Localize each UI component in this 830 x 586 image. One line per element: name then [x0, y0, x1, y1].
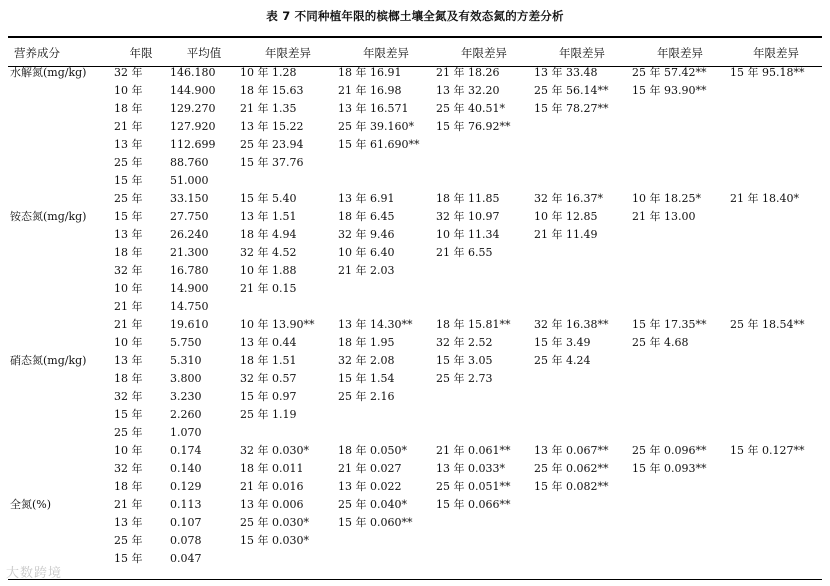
cell-diff: 10 年 12.85: [534, 210, 598, 223]
anova-table: [8, 42, 822, 568]
cell-diff: [630, 478, 728, 496]
cell-diff: 25 年 23.94: [240, 138, 304, 151]
watermark: 大数跨境: [6, 566, 63, 581]
cell-diff: [728, 226, 822, 244]
cell-years: 13 年: [114, 516, 143, 529]
cell-diff: 13 年 1.51: [240, 210, 297, 223]
cell-years: 21 年: [114, 300, 143, 313]
cell-diff: [630, 226, 728, 244]
cell-nutrient: [8, 100, 112, 118]
cell-years: 25 年: [114, 426, 143, 439]
cell-diff: 25 年 57.42**: [632, 66, 707, 79]
table-row: [8, 316, 822, 334]
table-row: [8, 118, 822, 136]
cell-diff: [238, 172, 336, 190]
cell-diff: 18 年 16.91: [338, 66, 402, 79]
table-row: [8, 280, 822, 298]
cell-diff: 15 年 0.97: [240, 390, 297, 403]
table-row: [8, 100, 822, 118]
cell-diff: [630, 496, 728, 514]
cell-diff: [728, 424, 822, 442]
cell-mean: 0.078: [170, 534, 202, 547]
cell-nutrient: [8, 118, 112, 136]
cell-diff: 25 年 0.051**: [436, 480, 511, 493]
cell-years: 13 年: [114, 354, 143, 367]
cell-diff: [238, 550, 336, 568]
cell-diff: 25 年 39.160*: [338, 120, 414, 133]
cell-diff: [434, 424, 532, 442]
cell-years: 15 年: [114, 408, 143, 421]
cell-diff: [728, 136, 822, 154]
cell-diff: [532, 406, 630, 424]
cell-diff: [238, 424, 336, 442]
cell-diff: 15 年 3.05: [436, 354, 493, 367]
table-row: [8, 82, 822, 100]
cell-nutrient: 水解氮(mg/kg): [10, 66, 87, 79]
table-row: [8, 460, 822, 478]
cell-diff: 18 年 0.011: [240, 462, 304, 475]
cell-diff: 15 年 3.49: [534, 336, 591, 349]
cell-nutrient: [8, 532, 112, 550]
table-row: [8, 208, 822, 226]
cell-diff: 21 年 0.061**: [436, 444, 511, 457]
cell-diff: [630, 244, 728, 262]
cell-diff: 15 年 78.27**: [534, 102, 609, 115]
cell-diff: [532, 154, 630, 172]
cell-mean: 26.240: [170, 228, 209, 241]
cell-diff: [630, 298, 728, 316]
cell-mean: 0.174: [170, 444, 202, 457]
cell-nutrient: [8, 136, 112, 154]
cell-nutrient: [8, 316, 112, 334]
header-years: 年限: [129, 46, 153, 60]
cell-diff: [532, 280, 630, 298]
cell-diff: [434, 298, 532, 316]
cell-diff: [630, 370, 728, 388]
cell-diff: 21 年 13.00: [632, 210, 696, 223]
cell-diff: [532, 262, 630, 280]
cell-years: 13 年: [114, 228, 143, 241]
cell-nutrient: [8, 514, 112, 532]
cell-diff: [728, 172, 822, 190]
cell-diff: 13 年 0.022: [338, 480, 402, 493]
cell-years: 10 年: [114, 444, 143, 457]
cell-diff: [532, 244, 630, 262]
table-row: [8, 406, 822, 424]
cell-diff: 21 年 16.98: [338, 84, 402, 97]
cell-years: 10 年: [114, 282, 143, 295]
cell-diff: 15 年 5.40: [240, 192, 297, 205]
cell-diff: 21 年 11.49: [534, 228, 598, 241]
cell-diff: [630, 280, 728, 298]
cell-diff: [728, 460, 822, 478]
cell-diff: [728, 496, 822, 514]
table-row: [8, 64, 822, 82]
cell-diff: [336, 532, 434, 550]
cell-diff: [728, 514, 822, 532]
cell-diff: 10 年 1.88: [240, 264, 297, 277]
cell-diff: 15 年 61.690**: [338, 138, 420, 151]
header-diff: 年限差异: [265, 46, 311, 60]
cell-diff: [728, 154, 822, 172]
table-caption: 表 7 不同种植年限的槟榔土壤全氮及有效态氮的方差分析: [266, 9, 564, 23]
cell-diff: 15 年 0.030*: [240, 534, 309, 547]
cell-mean: 14.900: [170, 282, 209, 295]
table-row: [8, 370, 822, 388]
header-diff: 年限差异: [363, 46, 409, 60]
cell-diff: [434, 550, 532, 568]
cell-diff: [532, 424, 630, 442]
cell-years: 10 年: [114, 84, 143, 97]
cell-years: 32 年: [114, 390, 143, 403]
table-row: [8, 334, 822, 352]
table-row: [8, 424, 822, 442]
cell-years: 32 年: [114, 264, 143, 277]
header-mean: 平均值: [186, 46, 222, 60]
cell-mean: 112.699: [170, 138, 216, 151]
cell-years: 18 年: [114, 102, 143, 115]
cell-diff: [434, 154, 532, 172]
cell-diff: 25 年 40.51*: [436, 102, 505, 115]
cell-diff: 25 年 0.030*: [240, 516, 309, 529]
cell-diff: 18 年 11.85: [436, 192, 500, 205]
cell-mean: 129.270: [170, 102, 216, 115]
cell-diff: [532, 532, 630, 550]
cell-diff: [336, 550, 434, 568]
cell-mean: 51.000: [170, 174, 209, 187]
cell-years: 10 年: [114, 336, 143, 349]
cell-diff: 13 年 15.22: [240, 120, 304, 133]
cell-mean: 0.113: [170, 498, 202, 511]
cell-nutrient: [8, 442, 112, 460]
cell-diff: 10 年 6.40: [338, 246, 395, 259]
cell-diff: 13 年 0.44: [240, 336, 297, 349]
cell-diff: [728, 478, 822, 496]
cell-diff: 18 年 1.51: [240, 354, 297, 367]
cell-diff: 21 年 2.03: [338, 264, 395, 277]
cell-diff: 10 年 18.25*: [632, 192, 701, 205]
cell-mean: 16.780: [170, 264, 209, 277]
cell-mean: 0.129: [170, 480, 202, 493]
cell-diff: [728, 208, 822, 226]
cell-nutrient: 铵态氮(mg/kg): [10, 210, 87, 223]
table-row: [8, 550, 822, 568]
table-row: [8, 154, 822, 172]
cell-nutrient: [8, 424, 112, 442]
cell-years: 18 年: [114, 480, 143, 493]
cell-diff: [532, 496, 630, 514]
cell-diff: [532, 118, 630, 136]
cell-mean: 5.750: [170, 336, 202, 349]
cell-mean: 2.260: [170, 408, 202, 421]
cell-years: 18 年: [114, 246, 143, 259]
cell-mean: 21.300: [170, 246, 209, 259]
cell-diff: 18 年 15.81**: [436, 318, 511, 331]
cell-diff: [728, 550, 822, 568]
cell-diff: 15 年 76.92**: [436, 120, 511, 133]
cell-years: 13 年: [114, 138, 143, 151]
cell-mean: 0.047: [170, 552, 202, 565]
cell-diff: 13 年 16.571: [338, 102, 409, 115]
cell-mean: 1.070: [170, 426, 202, 439]
cell-nutrient: [8, 154, 112, 172]
cell-nutrient: [8, 244, 112, 262]
cell-diff: 13 年 6.91: [338, 192, 395, 205]
cell-diff: 15 年 0.082**: [534, 480, 609, 493]
cell-years: 18 年: [114, 372, 143, 385]
cell-nutrient: [8, 298, 112, 316]
cell-diff: 15 年 37.76: [240, 156, 304, 169]
cell-diff: 21 年 0.15: [240, 282, 297, 295]
cell-diff: 25 年 4.24: [534, 354, 591, 367]
cell-diff: [728, 352, 822, 370]
cell-diff: 15 年 1.54: [338, 372, 395, 385]
cell-nutrient: [8, 388, 112, 406]
table-header: [8, 42, 822, 64]
cell-mean: 19.610: [170, 318, 209, 331]
cell-diff: [532, 388, 630, 406]
cell-diff: 21 年 18.40*: [730, 192, 799, 205]
cell-diff: 25 年 2.16: [338, 390, 395, 403]
cell-diff: [630, 262, 728, 280]
cell-diff: [336, 298, 434, 316]
table-row: [8, 244, 822, 262]
cell-nutrient: [8, 460, 112, 478]
cell-diff: 18 年 4.94: [240, 228, 297, 241]
cell-diff: 32 年 2.08: [338, 354, 395, 367]
cell-diff: 32 年 16.38**: [534, 318, 609, 331]
cell-diff: [336, 406, 434, 424]
cell-diff: 15 年 0.093**: [632, 462, 707, 475]
cell-nutrient: [8, 190, 112, 208]
cell-diff: 15 年 95.18**: [730, 66, 805, 79]
cell-nutrient: [8, 406, 112, 424]
cell-diff: [630, 154, 728, 172]
cell-diff: [532, 514, 630, 532]
cell-diff: [434, 136, 532, 154]
cell-diff: [532, 298, 630, 316]
cell-diff: 10 年 11.34: [436, 228, 500, 241]
cell-diff: 13 年 14.30**: [338, 318, 413, 331]
cell-diff: [728, 262, 822, 280]
cell-diff: 25 年 0.096**: [632, 444, 707, 457]
header-diff: 年限差异: [559, 46, 605, 60]
cell-diff: 18 年 15.63: [240, 84, 304, 97]
cell-diff: 32 年 0.030*: [240, 444, 309, 457]
cell-diff: 10 年 13.90**: [240, 318, 315, 331]
cell-nutrient: [8, 334, 112, 352]
cell-diff: [630, 532, 728, 550]
cell-diff: [630, 550, 728, 568]
cell-mean: 88.760: [170, 156, 209, 169]
cell-diff: [630, 424, 728, 442]
cell-diff: 10 年 1.28: [240, 66, 297, 79]
cell-mean: 27.750: [170, 210, 209, 223]
cell-diff: [238, 298, 336, 316]
cell-diff: 32 年 2.52: [436, 336, 493, 349]
table-row: [8, 172, 822, 190]
table-row: [8, 442, 822, 460]
cell-diff: [728, 532, 822, 550]
cell-diff: 13 年 0.033*: [436, 462, 505, 475]
top-rule: [8, 36, 822, 38]
cell-nutrient: 全氮(%): [10, 498, 52, 511]
header-diff: 年限差异: [753, 46, 799, 60]
cell-diff: 15 年 0.127**: [730, 444, 805, 457]
cell-mean: 33.150: [170, 192, 209, 205]
cell-diff: 25 年 4.68: [632, 336, 689, 349]
cell-mean: 146.180: [170, 66, 216, 79]
cell-diff: [728, 82, 822, 100]
cell-diff: [728, 244, 822, 262]
table-row: [8, 226, 822, 244]
cell-diff: [336, 172, 434, 190]
cell-nutrient: [8, 280, 112, 298]
cell-years: 25 年: [114, 534, 143, 547]
table-row: [8, 514, 822, 532]
cell-diff: [336, 154, 434, 172]
cell-diff: 13 年 0.006: [240, 498, 304, 511]
table-body: [8, 64, 822, 568]
cell-diff: 25 年 56.14**: [534, 84, 609, 97]
cell-diff: [630, 388, 728, 406]
cell-diff: 13 年 32.20: [436, 84, 500, 97]
cell-diff: [434, 280, 532, 298]
cell-diff: 15 年 17.35**: [632, 318, 707, 331]
cell-years: 15 年: [114, 174, 143, 187]
cell-nutrient: 硝态氮(mg/kg): [10, 354, 87, 367]
cell-diff: [630, 406, 728, 424]
cell-diff: 13 年 33.48: [534, 66, 598, 79]
cell-mean: 0.107: [170, 516, 202, 529]
cell-diff: 25 年 2.73: [436, 372, 493, 385]
cell-diff: 32 年 4.52: [240, 246, 297, 259]
cell-diff: 13 年 0.067**: [534, 444, 609, 457]
cell-years: 32 年: [114, 66, 143, 79]
cell-mean: 5.310: [170, 354, 202, 367]
table-row: [8, 532, 822, 550]
cell-diff: [630, 172, 728, 190]
cell-diff: [532, 172, 630, 190]
cell-diff: 32 年 10.97: [436, 210, 500, 223]
cell-diff: [434, 388, 532, 406]
cell-mean: 3.800: [170, 372, 202, 385]
cell-diff: [630, 352, 728, 370]
cell-diff: [532, 550, 630, 568]
table-row: [8, 352, 822, 370]
table-row: [8, 478, 822, 496]
cell-diff: 25 年 0.062**: [534, 462, 609, 475]
cell-diff: 32 年 16.37*: [534, 192, 603, 205]
header-diff: 年限差异: [461, 46, 507, 60]
table-row: [8, 190, 822, 208]
cell-nutrient: [8, 262, 112, 280]
cell-diff: [434, 406, 532, 424]
bottom-rule: [8, 579, 822, 580]
cell-years: 21 年: [114, 498, 143, 511]
cell-years: 32 年: [114, 462, 143, 475]
header-diff: 年限差异: [657, 46, 703, 60]
cell-years: 21 年: [114, 318, 143, 331]
cell-diff: 25 年 0.040*: [338, 498, 407, 511]
cell-years: 15 年: [114, 552, 143, 565]
cell-diff: [434, 262, 532, 280]
header-nutrient: 营养成分: [14, 46, 60, 60]
cell-diff: [728, 298, 822, 316]
cell-diff: 15 年 0.066**: [436, 498, 511, 511]
cell-diff: 21 年 1.35: [240, 102, 297, 115]
cell-diff: [630, 100, 728, 118]
table-row: [8, 136, 822, 154]
cell-mean: 14.750: [170, 300, 209, 313]
cell-diff: 18 年 6.45: [338, 210, 395, 223]
cell-mean: 144.900: [170, 84, 216, 97]
cell-nutrient: [8, 172, 112, 190]
cell-diff: 21 年 0.016: [240, 480, 304, 493]
cell-diff: [434, 172, 532, 190]
cell-diff: [728, 406, 822, 424]
cell-years: 25 年: [114, 156, 143, 169]
cell-nutrient: [8, 226, 112, 244]
cell-diff: [336, 424, 434, 442]
cell-diff: 15 年 93.90**: [632, 84, 707, 97]
cell-nutrient: [8, 370, 112, 388]
cell-nutrient: [8, 82, 112, 100]
cell-diff: [532, 370, 630, 388]
cell-diff: [630, 118, 728, 136]
cell-diff: [728, 118, 822, 136]
cell-years: 25 年: [114, 192, 143, 205]
cell-mean: 127.920: [170, 120, 216, 133]
cell-years: 15 年: [114, 210, 143, 223]
cell-diff: 25 年 1.19: [240, 408, 297, 421]
cell-diff: [434, 514, 532, 532]
cell-diff: [532, 136, 630, 154]
table-row: [8, 262, 822, 280]
cell-diff: 21 年 18.26: [436, 66, 500, 79]
cell-diff: [728, 280, 822, 298]
cell-diff: 18 年 0.050*: [338, 444, 407, 457]
cell-mean: 3.230: [170, 390, 202, 403]
cell-diff: 18 年 1.95: [338, 336, 395, 349]
cell-diff: [728, 370, 822, 388]
cell-diff: [630, 514, 728, 532]
cell-diff: [336, 280, 434, 298]
table-row: [8, 298, 822, 316]
cell-diff: 21 年 6.55: [436, 246, 493, 259]
cell-diff: [728, 388, 822, 406]
cell-nutrient: [8, 478, 112, 496]
cell-mean: 0.140: [170, 462, 202, 475]
cell-diff: 25 年 18.54**: [730, 318, 805, 331]
cell-diff: [728, 334, 822, 352]
cell-diff: [630, 136, 728, 154]
cell-diff: [728, 100, 822, 118]
cell-diff: 21 年 0.027: [338, 462, 402, 475]
table-row: [8, 388, 822, 406]
table-row: [8, 496, 822, 514]
cell-diff: 32 年 0.57: [240, 372, 297, 385]
cell-years: 21 年: [114, 120, 143, 133]
cell-diff: 15 年 0.060**: [338, 516, 413, 529]
cell-diff: [434, 532, 532, 550]
cell-diff: 32 年 9.46: [338, 228, 395, 241]
